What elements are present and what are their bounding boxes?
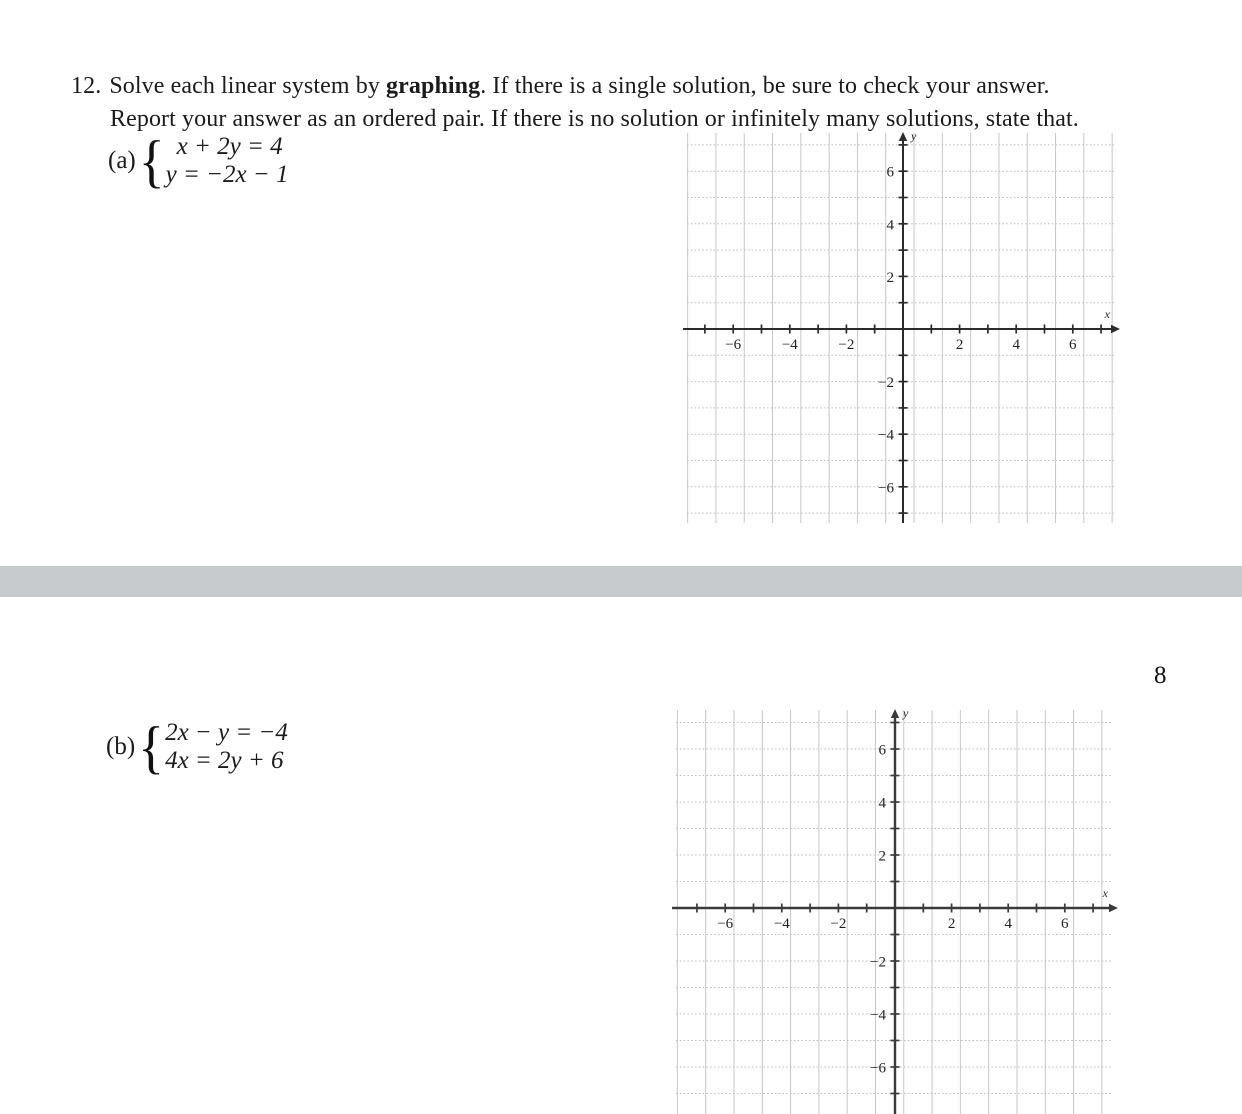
y-tick-label: −4 xyxy=(878,427,894,444)
x-tick-label: 6 xyxy=(1069,337,1077,353)
y-tick-label: 4 xyxy=(878,795,886,812)
equation-b2: 4x = 2y + 6 xyxy=(165,747,284,774)
intro-text-post: . If there is a single solution, be sure to check your answer. xyxy=(480,73,1050,99)
x-tick-label: −2 xyxy=(830,916,847,932)
x-axis-label: x xyxy=(1104,307,1110,321)
equation-a2: y = −2x − 1 xyxy=(165,161,289,188)
y-tick-label: 6 xyxy=(878,742,886,759)
y-axis-label: y xyxy=(911,129,917,143)
x-tick-label: −2 xyxy=(838,337,855,353)
y-tick-label: 2 xyxy=(886,269,894,286)
equation-a1: x + 2y = 4 xyxy=(176,133,283,160)
part-a-label: (a) xyxy=(108,147,136,174)
x-tick-label: −4 xyxy=(773,916,790,932)
x-tick-label: 2 xyxy=(947,916,956,932)
y-tick-label: 6 xyxy=(886,164,894,181)
y-axis-label: y xyxy=(903,706,909,720)
y-tick-label: −2 xyxy=(878,375,894,392)
y-tick-label: 2 xyxy=(878,848,886,865)
coordinate-grid-a xyxy=(683,129,1120,523)
y-tick-label: −6 xyxy=(870,1060,886,1077)
system-b-left-brace: { xyxy=(138,714,165,780)
intro-text-pre: Solve each linear system by xyxy=(109,73,387,99)
y-tick-label: −6 xyxy=(878,480,894,497)
x-tick-label: −6 xyxy=(725,337,742,353)
x-tick-label: 4 xyxy=(1004,916,1012,932)
equation-b1: 2x − y = −4 xyxy=(165,719,288,746)
x-tick-label: −6 xyxy=(717,916,734,932)
x-tick-label: 2 xyxy=(955,337,964,353)
page-number: 8 xyxy=(1154,662,1167,689)
x-tick-label: −4 xyxy=(781,337,798,353)
part-b-label: (b) xyxy=(106,733,136,760)
x-axis-label: x xyxy=(1102,886,1108,900)
y-tick-label: 4 xyxy=(886,217,894,234)
x-tick-label: 6 xyxy=(1061,916,1069,932)
y-tick-label: −2 xyxy=(870,954,886,971)
system-a-left-brace: { xyxy=(138,128,165,194)
problem-number: 12. xyxy=(71,73,102,99)
problem-text-line2: Report your answer as an ordered pair. If there is no solution or infinitely many solutions, state that. xyxy=(110,106,1079,132)
y-tick-label: −4 xyxy=(870,1007,886,1024)
coordinate-grid-b xyxy=(672,706,1118,1114)
x-tick-label: 4 xyxy=(1012,337,1020,353)
intro-text-bold: graphing xyxy=(386,73,481,99)
